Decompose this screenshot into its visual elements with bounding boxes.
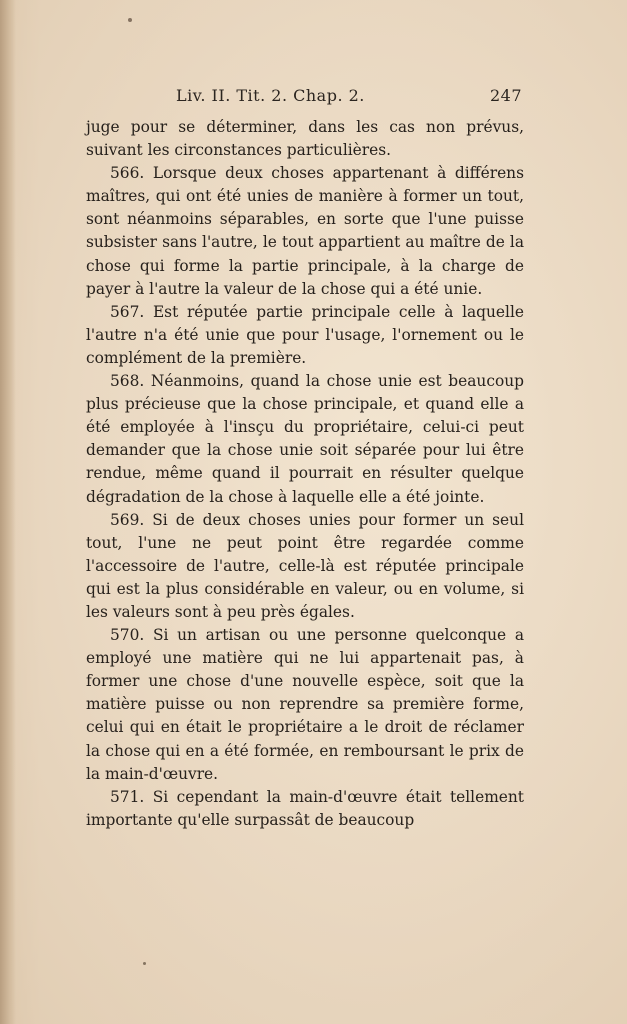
article-571: 571. Si cependant la main-d'œuvre était tellement importante qu'elle surpassât de beaucoup <box>86 787 524 829</box>
running-title: Liv. II. Tit. 2. Chap. 2. <box>176 86 365 105</box>
ink-speck <box>143 962 146 965</box>
page-number: 247 <box>489 86 522 105</box>
ink-speck <box>128 18 132 22</box>
article-568: 568. Néanmoins, quand la chose unie est beaucoup plus précieuse que la chose principale, et quand elle a été employée à l'insçu du propriétaire, celui-ci peut demander que la chose unie soit séparée pour lui être rendue, même quand il pourrait en résulter quelque dégradation de la chose à laquelle elle a été jointe. <box>86 372 524 506</box>
running-header <box>176 86 536 108</box>
article-567: 567. Est réputée partie principale celle à laquelle l'autre n'a été unie que pour l'usage, l'ornement ou le complément de la première. <box>86 302 524 367</box>
paragraph-continuation: juge pour se déterminer, dans les cas non prévus, suivant les circonstances particulières. <box>86 118 524 160</box>
article-569: 569. Si de deux choses unies pour former un seul tout, l'une ne peut point être regardée comme l'accessoire de l'autre, celle-là est réputée principale qui est la plus considérable en valeur, ou en volume, si les valeurs sont à peu près égales. <box>86 510 524 621</box>
article-570: 570. Si un artisan ou une personne quelconque a employé une matière qui ne lui appartenait pas, à former une chose d'une nouvelle espèce, soit que la matière puisse ou non reprendre sa première forme, celui qui en était le propriétaire a le droit de réclamer la chose qui en a été formée, en remboursant le prix de la main-d'œuvre. <box>86 626 524 783</box>
page-body <box>86 116 524 832</box>
article-566: 566. Lorsque deux choses appartenant à différens maîtres, qui ont été unies de manière à former un tout, sont néanmoins séparables, en sorte que l'une puisse subsister sans l'autre, le tout appartient au maître de la chose qui forme la partie principale, à la charge de payer à l'autre la valeur de la chose qui a été unie. <box>86 164 524 298</box>
page-gutter <box>0 0 16 1024</box>
